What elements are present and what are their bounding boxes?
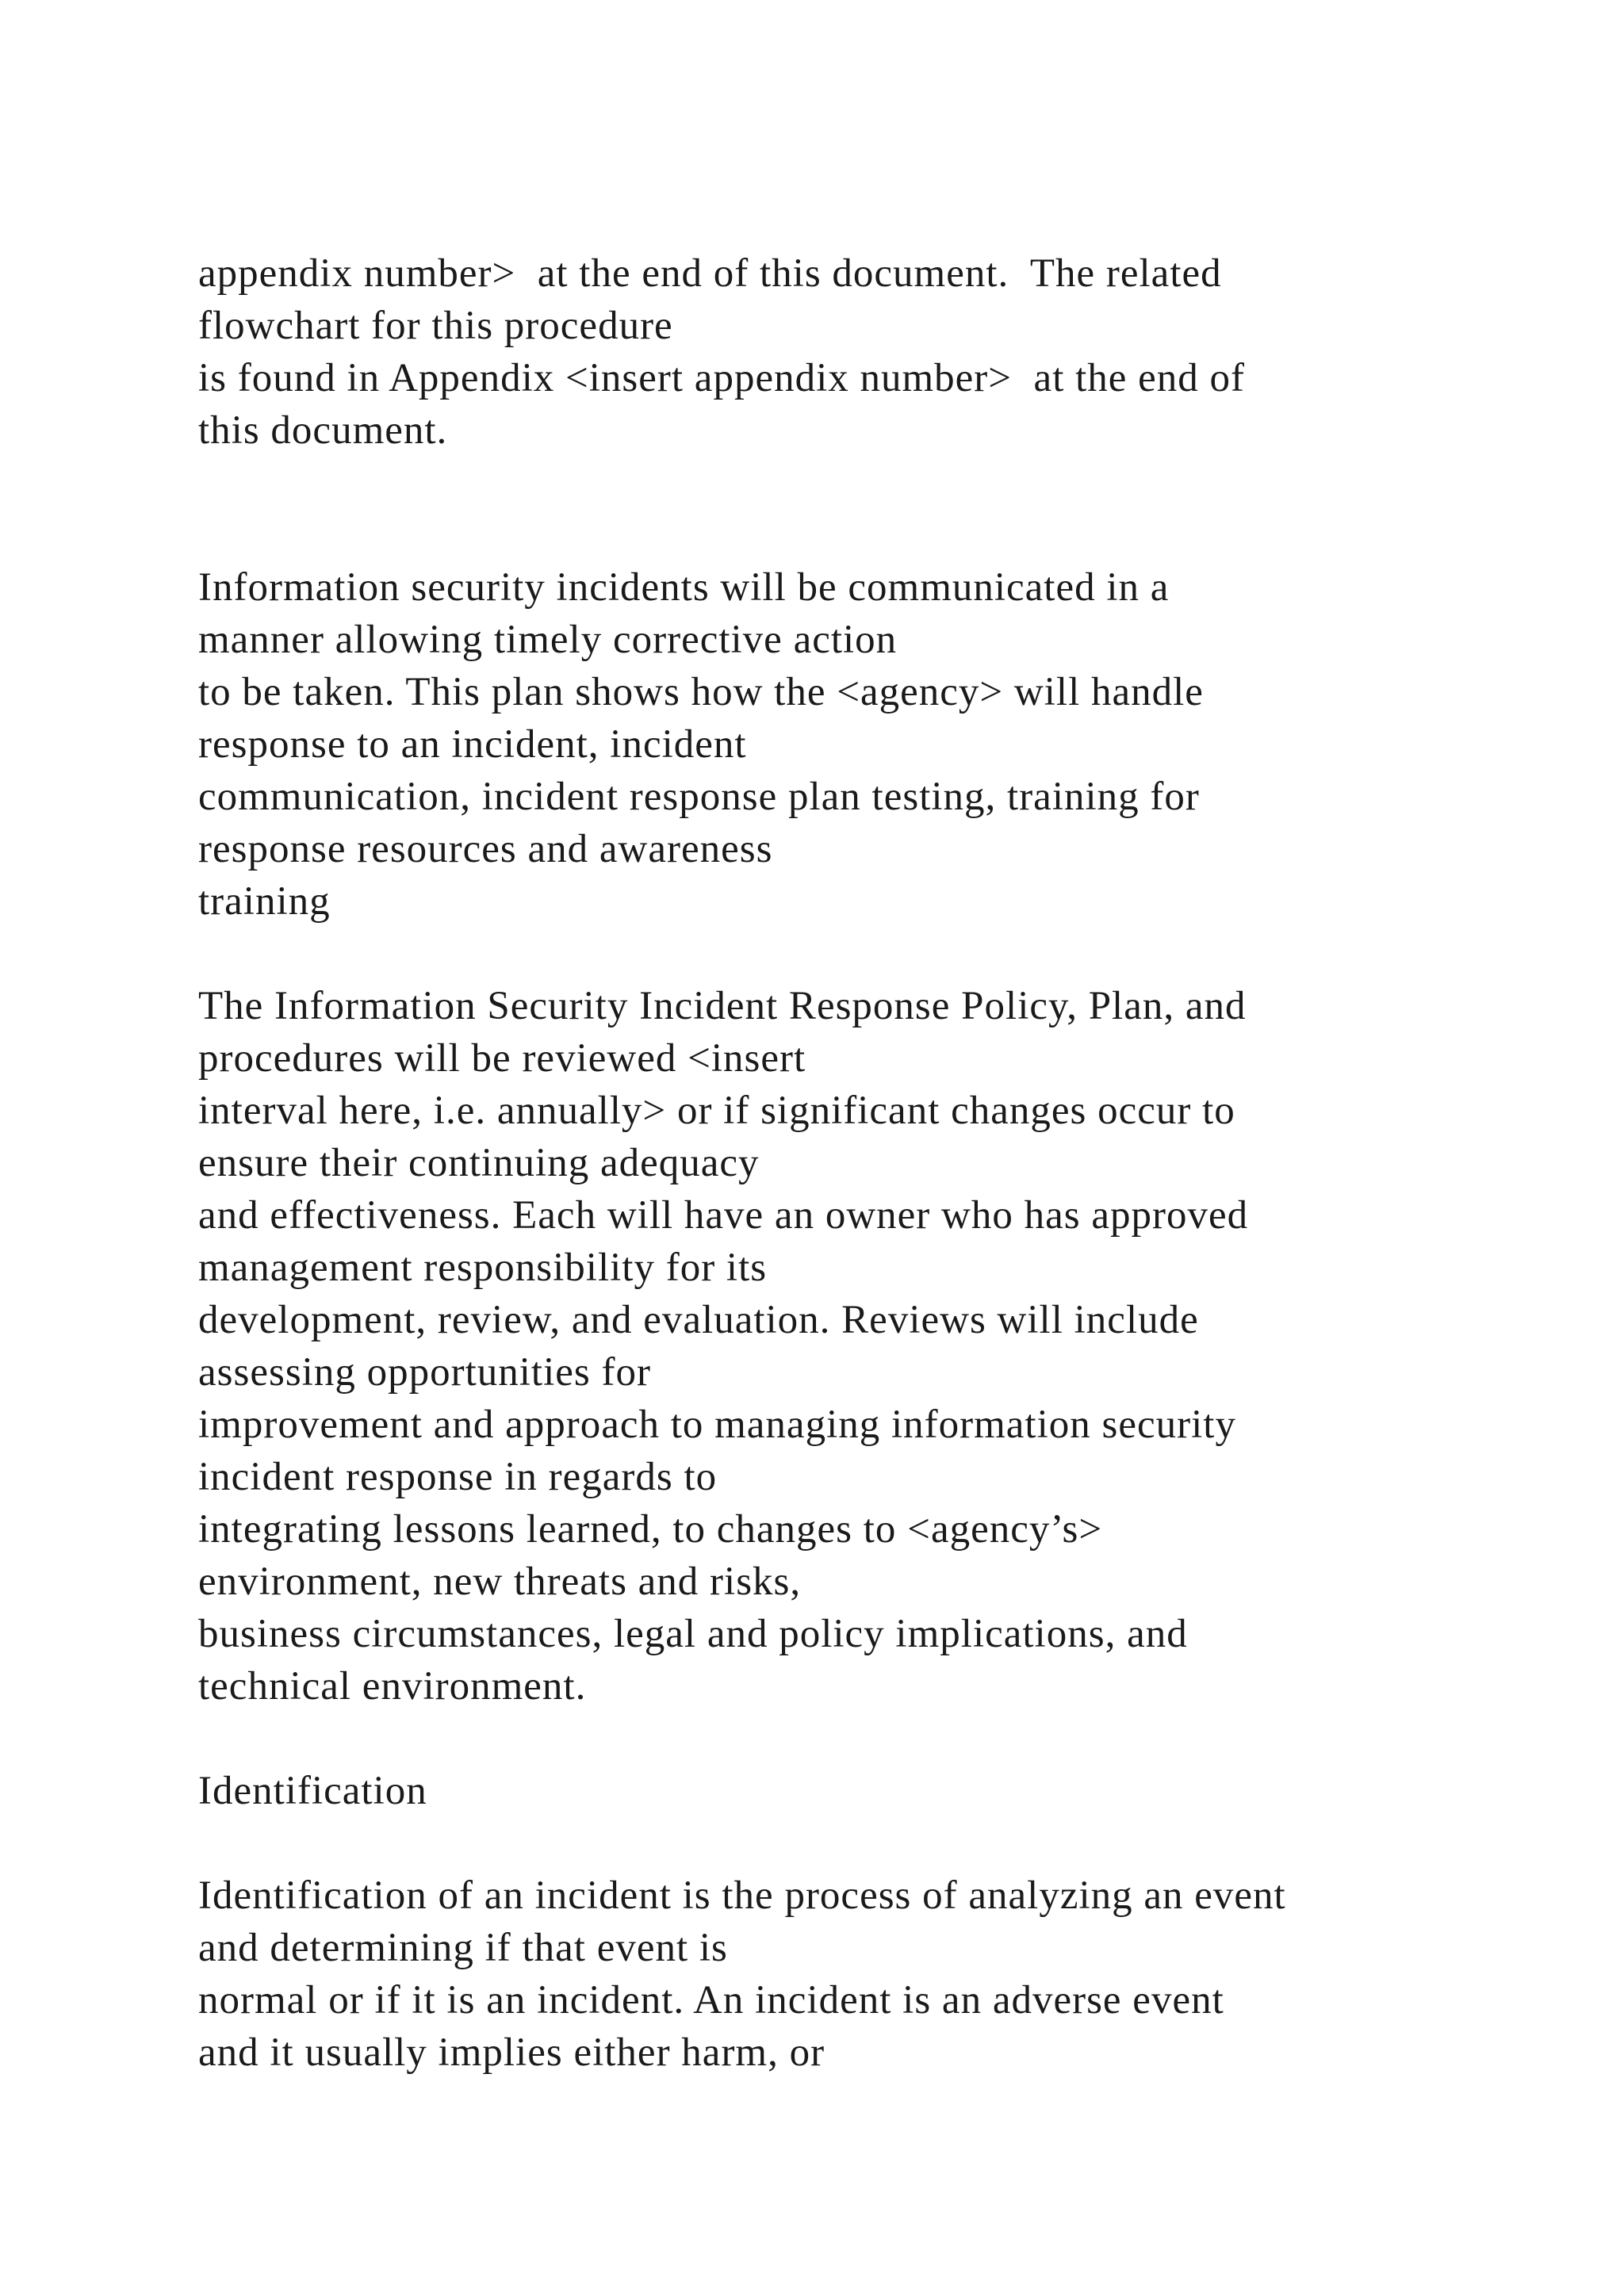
paragraph-review-line: development, review, and evaluation. Reviews will include xyxy=(198,1298,1199,1342)
paragraph-identification-line: Identification of an incident is the process of analyzing an event xyxy=(198,1873,1286,1918)
paragraph-communication-line: training xyxy=(198,879,331,924)
paragraph-appendix-reference-line: is found in Appendix <insert appendix number> at the end of xyxy=(198,356,1246,400)
paragraph-review-line: technical environment. xyxy=(198,1664,587,1709)
paragraph-review-line: management responsibility for its xyxy=(198,1246,768,1290)
paragraph-identification-line: and determining if that event is xyxy=(198,1926,728,1970)
blank-line xyxy=(198,1817,1546,1869)
paragraph-review-line: assessing opportunities for xyxy=(198,1350,651,1395)
paragraph-review-line: The Information Security Incident Response Policy, Plan, and xyxy=(198,984,1247,1028)
paragraph-review-line: improvement and approach to managing information security xyxy=(198,1402,1236,1447)
paragraph-appendix-reference-line: flowchart for this procedure xyxy=(198,304,673,348)
document-body xyxy=(198,247,1546,2079)
paragraph-review-line: ensure their continuing adequacy xyxy=(198,1141,760,1185)
paragraph-communication-line: to be taken. This plan shows how the <agency> will handle xyxy=(198,670,1204,714)
paragraph-review-line: and effectiveness. Each will have an owner who has approved xyxy=(198,1193,1249,1238)
paragraph-review-line: procedures will be reviewed <insert xyxy=(198,1036,806,1081)
paragraph-review-line: business circumstances, legal and policy implications, and xyxy=(198,1612,1188,1656)
paragraph-review-line: interval here, i.e. annually> or if significant changes occur to xyxy=(198,1089,1235,1133)
paragraph-communication-line: manner allowing timely corrective action xyxy=(198,618,898,662)
blank-line xyxy=(198,457,1546,509)
heading-identification-line: Identification xyxy=(198,1769,427,1813)
paragraph-communication-line: Information security incidents will be communicated in a xyxy=(198,565,1170,610)
paragraph-communication-line: response resources and awareness xyxy=(198,827,773,871)
paragraph-appendix-reference-line: appendix number> at the end of this document. The related xyxy=(198,251,1222,296)
blank-line xyxy=(198,1712,1546,1765)
paragraph-identification-line: normal or if it is an incident. An incident is an adverse event xyxy=(198,1978,1224,2022)
paragraph-appendix-reference-line: this document. xyxy=(198,408,448,453)
blank-line xyxy=(198,928,1546,980)
paragraph-review-line: incident response in regards to xyxy=(198,1455,718,1499)
paragraph-review-line: integrating lessons learned, to changes to <agency’s> xyxy=(198,1507,1103,1552)
blank-line xyxy=(198,509,1546,561)
paragraph-communication-line: communication, incident response plan testing, training for xyxy=(198,775,1200,819)
paragraph-identification-line: and it usually implies either harm, or xyxy=(198,2030,825,2075)
paragraph-review-line: environment, new threats and risks, xyxy=(198,1559,802,1604)
paragraph-communication-line: response to an incident, incident xyxy=(198,722,747,767)
